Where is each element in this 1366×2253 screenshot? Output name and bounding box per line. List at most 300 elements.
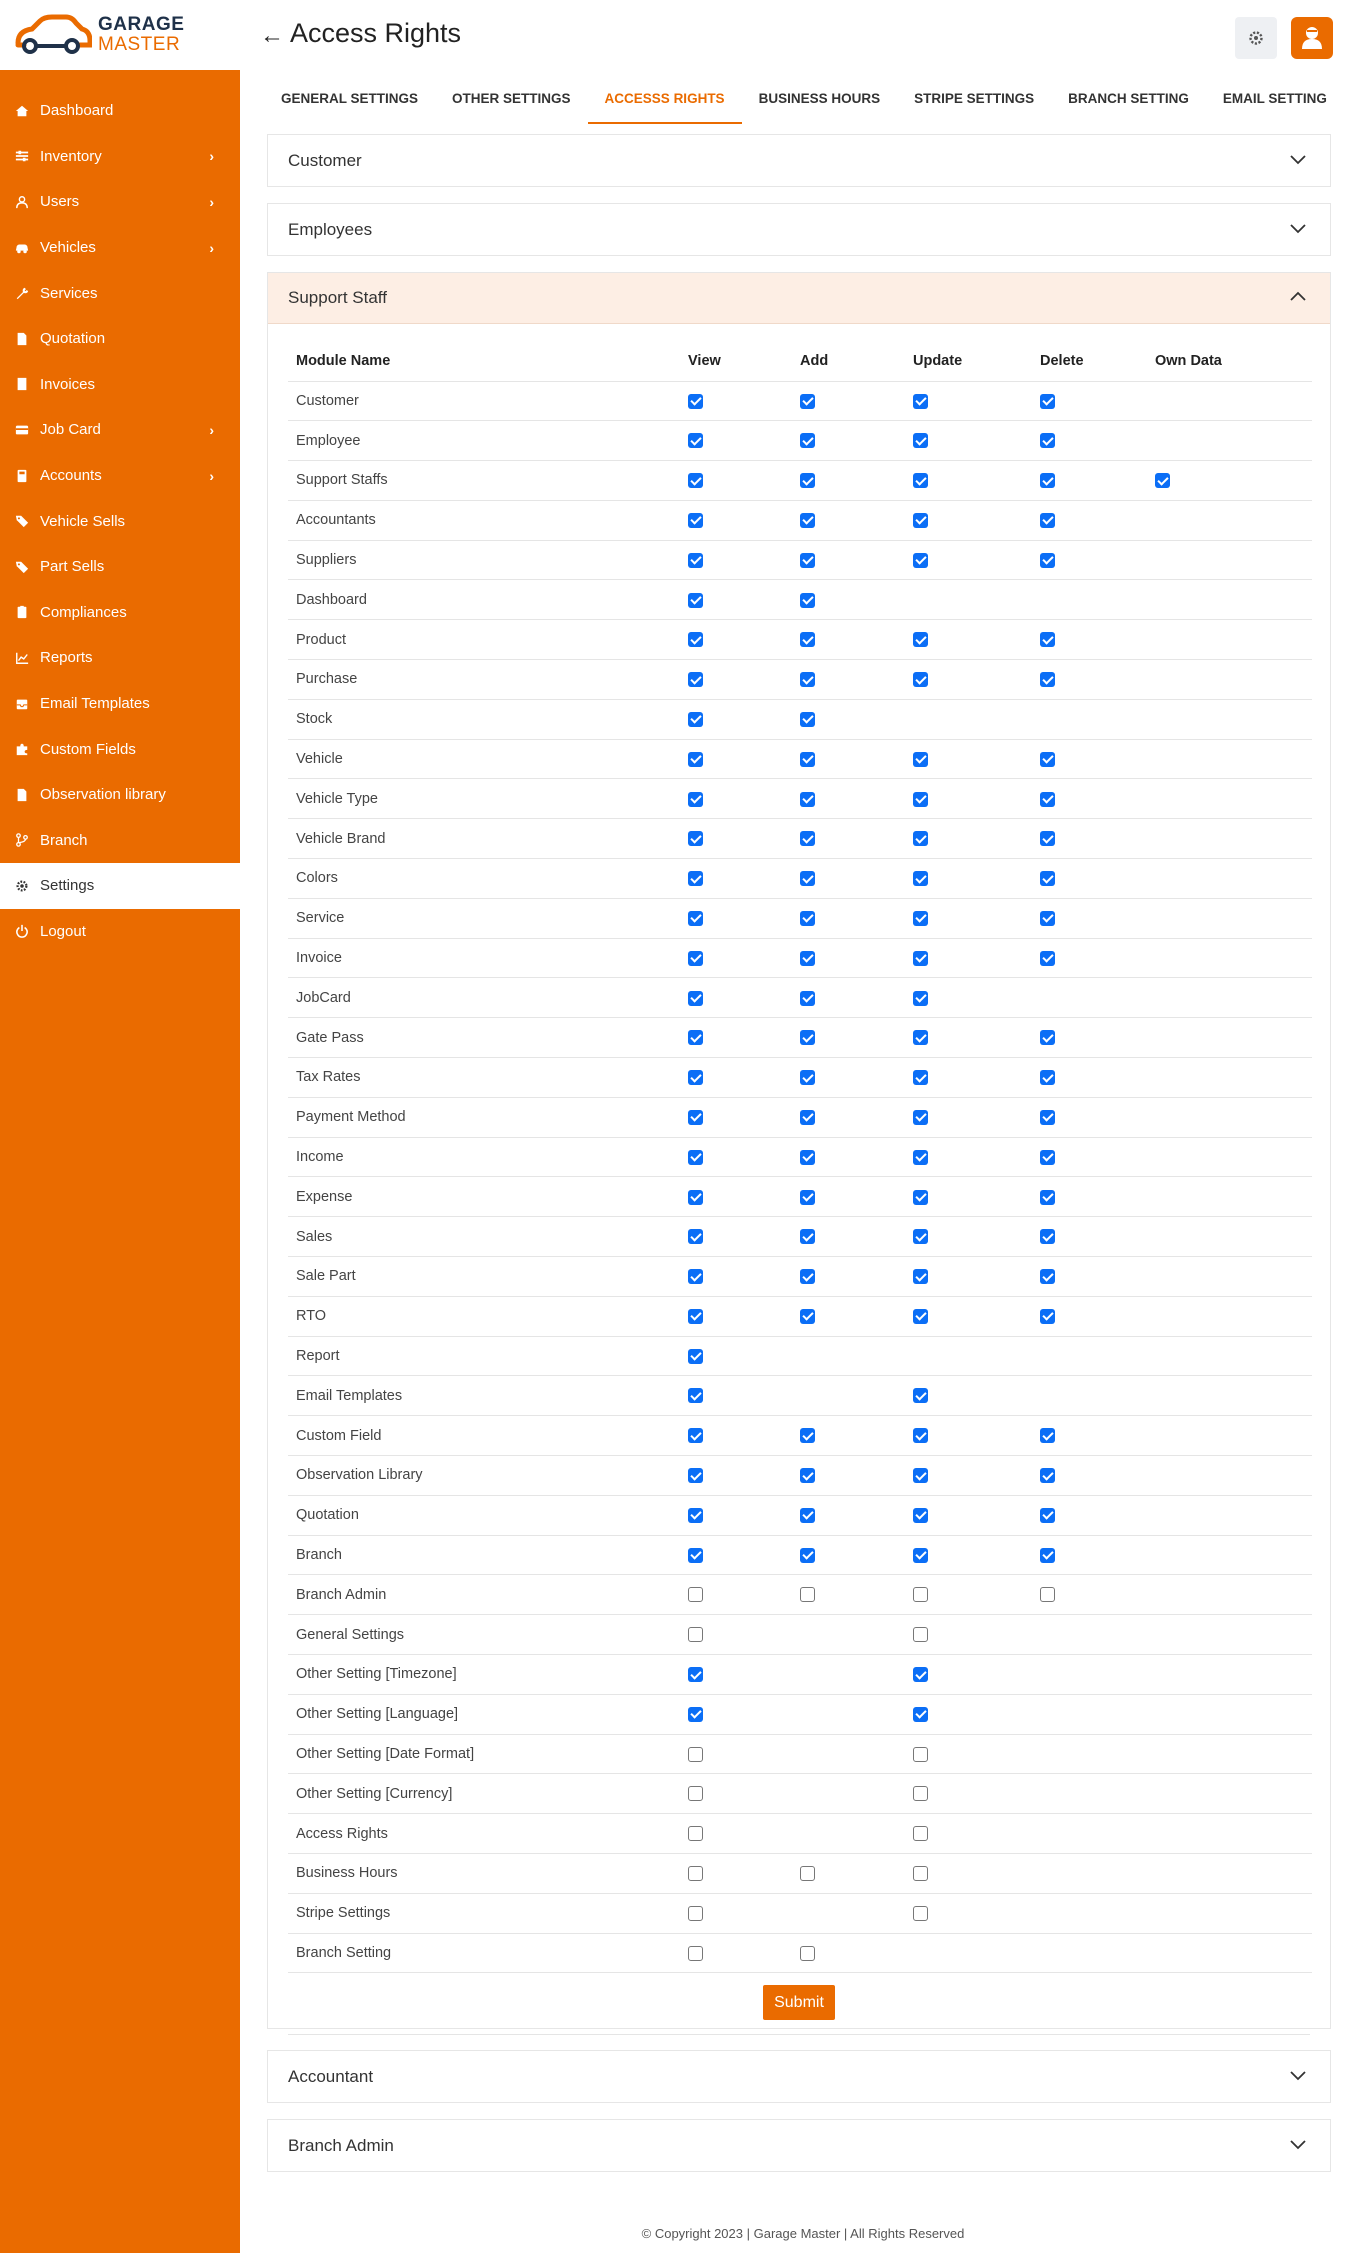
delete-checkbox[interactable] — [1040, 632, 1055, 647]
add-checkbox[interactable] — [800, 1946, 815, 1961]
delete-checkbox[interactable] — [1040, 792, 1055, 807]
view-checkbox[interactable] — [688, 1667, 703, 1682]
view-checkbox[interactable] — [688, 1747, 703, 1762]
cell-add — [792, 859, 905, 899]
add-checkbox[interactable] — [800, 712, 815, 727]
accordion-customer-header[interactable] — [268, 135, 1330, 186]
sidebar-item-accounts[interactable] — [0, 453, 240, 499]
view-checkbox[interactable] — [688, 672, 703, 687]
view-checkbox[interactable] — [688, 1070, 703, 1085]
view-checkbox[interactable] — [688, 712, 703, 727]
table-row — [288, 779, 1312, 819]
cell-view — [680, 1615, 792, 1655]
update-checkbox[interactable] — [913, 394, 928, 409]
view-checkbox[interactable] — [688, 752, 703, 767]
sidebar-item-label: Branch — [40, 831, 88, 849]
cell-update — [905, 898, 1032, 938]
sidebar-item-vehicle-sells[interactable] — [0, 498, 240, 544]
cell-delete — [1032, 500, 1147, 540]
cell-view — [680, 1257, 792, 1297]
add-checkbox[interactable] — [800, 1190, 815, 1205]
update-checkbox[interactable] — [913, 1150, 928, 1165]
update-checkbox[interactable] — [913, 991, 928, 1006]
sidebar-item-job-card[interactable] — [0, 407, 240, 453]
cell-own-data — [1147, 978, 1312, 1018]
add-checkbox[interactable] — [800, 752, 815, 767]
table-row — [288, 500, 1312, 540]
cell-own-data — [1147, 1814, 1312, 1854]
module-name: Other Setting [Language] — [288, 1694, 680, 1734]
tab-email-setting[interactable]: EMAIL SETTING — [1222, 91, 1327, 106]
cell-view — [680, 381, 792, 421]
module-name: Income — [288, 1137, 680, 1177]
cell-update — [905, 381, 1032, 421]
sidebar-item-custom-fields[interactable] — [0, 726, 240, 772]
accordion-accountant-header[interactable] — [268, 2051, 1330, 2102]
brand-line2: MASTER — [98, 34, 181, 55]
add-checkbox[interactable] — [800, 871, 815, 886]
settings-tabs — [264, 84, 1344, 124]
sidebar-item-users[interactable] — [0, 179, 240, 225]
table-row — [288, 1615, 1312, 1655]
module-name: Product — [288, 620, 680, 660]
delete-checkbox[interactable] — [1040, 1070, 1055, 1085]
add-checkbox[interactable] — [800, 1508, 815, 1523]
tab-business-hours[interactable]: BUSINESS HOURS — [758, 91, 881, 106]
update-checkbox[interactable] — [913, 1468, 928, 1483]
table-row — [288, 1416, 1312, 1456]
module-name: Expense — [288, 1177, 680, 1217]
avatar-icon — [1300, 25, 1324, 51]
accordion-title: Branch Admin — [288, 2135, 394, 2155]
cell-view — [680, 1137, 792, 1177]
update-checkbox[interactable] — [913, 1190, 928, 1205]
add-checkbox[interactable] — [800, 672, 815, 687]
cell-delete — [1032, 461, 1147, 501]
view-checkbox[interactable] — [688, 394, 703, 409]
cell-view — [680, 1217, 792, 1257]
cell-add — [792, 1575, 905, 1615]
cell-update — [905, 1177, 1032, 1217]
delete-checkbox[interactable] — [1040, 951, 1055, 966]
update-checkbox[interactable] — [913, 1070, 928, 1085]
sidebar-item-dashboard[interactable] — [0, 88, 240, 134]
view-checkbox[interactable] — [688, 911, 703, 926]
view-checkbox[interactable] — [688, 1707, 703, 1722]
gear-icon — [14, 878, 30, 894]
delete-checkbox[interactable] — [1040, 1190, 1055, 1205]
cell-delete — [1032, 779, 1147, 819]
update-checkbox[interactable] — [913, 1627, 928, 1642]
add-checkbox[interactable] — [800, 553, 815, 568]
add-checkbox[interactable] — [800, 1110, 815, 1125]
update-checkbox[interactable] — [913, 831, 928, 846]
cell-view — [680, 421, 792, 461]
update-checkbox[interactable] — [913, 911, 928, 926]
cell-delete — [1032, 1655, 1147, 1695]
cell-own-data — [1147, 1615, 1312, 1655]
view-checkbox[interactable] — [688, 1587, 703, 1602]
update-checkbox[interactable] — [913, 1508, 928, 1523]
table-row — [288, 1655, 1312, 1695]
add-checkbox[interactable] — [800, 911, 815, 926]
sidebar-item-observation-library[interactable] — [0, 772, 240, 818]
table-row — [288, 620, 1312, 660]
cell-own-data — [1147, 739, 1312, 779]
accordion-accountant — [267, 2050, 1331, 2103]
sidebar-item-services[interactable] — [0, 270, 240, 316]
cell-own-data — [1147, 381, 1312, 421]
cell-delete — [1032, 898, 1147, 938]
delete-checkbox[interactable] — [1040, 1150, 1055, 1165]
add-checkbox[interactable] — [800, 1428, 815, 1443]
delete-checkbox[interactable] — [1040, 513, 1055, 528]
sidebar-item-label: Quotation — [40, 330, 106, 348]
view-checkbox[interactable] — [688, 1786, 703, 1801]
cell-view — [680, 540, 792, 580]
cell-own-data — [1147, 1495, 1312, 1535]
mail-icon — [14, 696, 30, 712]
update-checkbox[interactable] — [913, 1826, 928, 1841]
sidebar-item-label: Logout — [40, 922, 86, 940]
accordion-branch-admin-header[interactable] — [268, 2120, 1330, 2171]
module-name: Dashboard — [288, 580, 680, 620]
add-checkbox[interactable] — [800, 1468, 815, 1483]
update-checkbox[interactable] — [913, 433, 928, 448]
view-checkbox[interactable] — [688, 1150, 703, 1165]
add-checkbox[interactable] — [800, 951, 815, 966]
sidebar-item-label: Inventory — [40, 147, 102, 165]
cell-delete — [1032, 1774, 1147, 1814]
tab-accesss-rights[interactable]: ACCESSS RIGHTS — [588, 84, 742, 124]
accordion-employees — [267, 203, 1331, 256]
sidebar-item-quotation[interactable] — [0, 316, 240, 362]
update-checkbox[interactable] — [913, 1428, 928, 1443]
sidebar-item-logout[interactable] — [0, 909, 240, 955]
cell-update — [905, 500, 1032, 540]
own-data-checkbox[interactable] — [1155, 473, 1170, 488]
update-checkbox[interactable] — [913, 1747, 928, 1762]
add-checkbox[interactable] — [800, 1548, 815, 1563]
cell-own-data — [1147, 540, 1312, 580]
view-checkbox[interactable] — [688, 513, 703, 528]
sidebar-item-inventory[interactable] — [0, 134, 240, 180]
update-checkbox[interactable] — [913, 1587, 928, 1602]
view-checkbox[interactable] — [688, 1866, 703, 1881]
add-checkbox[interactable] — [800, 473, 815, 488]
branch-icon — [14, 832, 30, 848]
cell-update — [905, 1257, 1032, 1297]
module-name: Support Staffs — [288, 461, 680, 501]
cell-update — [905, 1097, 1032, 1137]
add-checkbox[interactable] — [800, 394, 815, 409]
col-update: Update — [905, 342, 1032, 381]
chart-icon — [14, 650, 30, 666]
cell-add — [792, 461, 905, 501]
cell-delete — [1032, 1058, 1147, 1098]
update-checkbox[interactable] — [913, 792, 928, 807]
delete-checkbox[interactable] — [1040, 553, 1055, 568]
view-checkbox[interactable] — [688, 951, 703, 966]
delete-checkbox[interactable] — [1040, 1269, 1055, 1284]
view-checkbox[interactable] — [688, 1309, 703, 1324]
add-checkbox[interactable] — [800, 1030, 815, 1045]
accordion-employees-header[interactable] — [268, 204, 1330, 255]
delete-checkbox[interactable] — [1040, 1030, 1055, 1045]
cell-view — [680, 1655, 792, 1695]
module-name: Branch Admin — [288, 1575, 680, 1615]
cell-add — [792, 898, 905, 938]
update-checkbox[interactable] — [913, 871, 928, 886]
cell-view — [680, 580, 792, 620]
update-checkbox[interactable] — [913, 1229, 928, 1244]
delete-checkbox[interactable] — [1040, 1110, 1055, 1125]
add-checkbox[interactable] — [800, 1070, 815, 1085]
view-checkbox[interactable] — [688, 871, 703, 886]
view-checkbox[interactable] — [688, 1548, 703, 1563]
update-checkbox[interactable] — [913, 1667, 928, 1682]
view-checkbox[interactable] — [688, 1627, 703, 1642]
delete-checkbox[interactable] — [1040, 1587, 1055, 1602]
cell-own-data — [1147, 1177, 1312, 1217]
add-checkbox[interactable] — [800, 1866, 815, 1881]
delete-checkbox[interactable] — [1040, 1428, 1055, 1443]
update-checkbox[interactable] — [913, 473, 928, 488]
tab-other-settings[interactable]: OTHER SETTINGS — [452, 91, 571, 106]
cell-add — [792, 699, 905, 739]
view-checkbox[interactable] — [688, 1508, 703, 1523]
update-checkbox[interactable] — [913, 1309, 928, 1324]
cell-view — [680, 779, 792, 819]
cell-view — [680, 1774, 792, 1814]
cell-own-data — [1147, 1456, 1312, 1496]
view-checkbox[interactable] — [688, 1388, 703, 1403]
cell-delete — [1032, 1535, 1147, 1575]
cell-update — [905, 1137, 1032, 1177]
add-checkbox[interactable] — [800, 1150, 815, 1165]
cell-update — [905, 1893, 1032, 1933]
cell-view — [680, 1018, 792, 1058]
delete-checkbox[interactable] — [1040, 433, 1055, 448]
view-checkbox[interactable] — [688, 553, 703, 568]
cell-add — [792, 978, 905, 1018]
delete-checkbox[interactable] — [1040, 1309, 1055, 1324]
chevron-right-icon: › — [209, 193, 214, 210]
cell-delete — [1032, 1376, 1147, 1416]
cell-view — [680, 1456, 792, 1496]
view-checkbox[interactable] — [688, 593, 703, 608]
add-checkbox[interactable] — [800, 1229, 815, 1244]
accordion-support-staff — [267, 272, 1331, 2029]
accordion-title: Customer — [288, 150, 362, 170]
add-checkbox[interactable] — [800, 632, 815, 647]
delete-checkbox[interactable] — [1040, 473, 1055, 488]
delete-checkbox[interactable] — [1040, 1229, 1055, 1244]
view-checkbox[interactable] — [688, 1946, 703, 1961]
tab-general-settings[interactable]: GENERAL SETTINGS — [281, 91, 419, 106]
sidebar-nav — [0, 88, 240, 954]
module-name: Report — [288, 1336, 680, 1376]
view-checkbox[interactable] — [688, 991, 703, 1006]
back-arrow-icon[interactable]: ← — [260, 22, 284, 49]
view-checkbox[interactable] — [688, 473, 703, 488]
delete-checkbox[interactable] — [1040, 752, 1055, 767]
cell-update — [905, 1217, 1032, 1257]
settings-button[interactable] — [1235, 17, 1277, 59]
cell-add — [792, 1495, 905, 1535]
update-checkbox[interactable] — [913, 1786, 928, 1801]
cell-delete — [1032, 580, 1147, 620]
delete-checkbox[interactable] — [1040, 831, 1055, 846]
cell-delete — [1032, 699, 1147, 739]
update-checkbox[interactable] — [913, 513, 928, 528]
table-row — [288, 1296, 1312, 1336]
delete-checkbox[interactable] — [1040, 1508, 1055, 1523]
cell-update — [905, 779, 1032, 819]
sidebar-item-part-sells[interactable] — [0, 544, 240, 590]
logo[interactable] — [0, 0, 240, 70]
add-checkbox[interactable] — [800, 1587, 815, 1602]
cell-view — [680, 1097, 792, 1137]
delete-checkbox[interactable] — [1040, 672, 1055, 687]
sidebar-item-settings[interactable] — [0, 863, 240, 909]
accordion-support-staff-header[interactable] — [268, 273, 1330, 324]
card-icon — [14, 422, 30, 438]
module-name: Business Hours — [288, 1853, 680, 1893]
submit-button[interactable]: Submit — [763, 1985, 835, 2020]
view-checkbox[interactable] — [688, 831, 703, 846]
view-checkbox[interactable] — [688, 1428, 703, 1443]
sidebar-item-label: Vehicles — [40, 239, 96, 257]
module-name: RTO — [288, 1296, 680, 1336]
sidebar-item-email-templates[interactable] — [0, 681, 240, 727]
cell-delete — [1032, 1137, 1147, 1177]
add-checkbox[interactable] — [800, 792, 815, 807]
cell-update — [905, 1694, 1032, 1734]
cell-own-data — [1147, 898, 1312, 938]
add-checkbox[interactable] — [800, 593, 815, 608]
add-checkbox[interactable] — [800, 991, 815, 1006]
cell-own-data — [1147, 859, 1312, 899]
user-avatar-button[interactable] — [1291, 17, 1333, 59]
delete-checkbox[interactable] — [1040, 1548, 1055, 1563]
cell-update — [905, 1296, 1032, 1336]
cell-add — [792, 1018, 905, 1058]
tab-stripe-settings[interactable]: STRIPE SETTINGS — [914, 91, 1035, 106]
sidebar-item-invoices[interactable] — [0, 362, 240, 408]
add-checkbox[interactable] — [800, 1309, 815, 1324]
update-checkbox[interactable] — [913, 1110, 928, 1125]
table-row — [288, 1853, 1312, 1893]
puzzle-icon — [14, 741, 30, 757]
delete-checkbox[interactable] — [1040, 911, 1055, 926]
view-checkbox[interactable] — [688, 1269, 703, 1284]
cell-own-data — [1147, 1853, 1312, 1893]
cell-delete — [1032, 1217, 1147, 1257]
sidebar-item-reports[interactable] — [0, 635, 240, 681]
view-checkbox[interactable] — [688, 1349, 703, 1364]
delete-checkbox[interactable] — [1040, 394, 1055, 409]
cell-update — [905, 421, 1032, 461]
add-checkbox[interactable] — [800, 831, 815, 846]
cell-view — [680, 620, 792, 660]
update-checkbox[interactable] — [913, 1866, 928, 1881]
update-checkbox[interactable] — [913, 553, 928, 568]
cell-view — [680, 1853, 792, 1893]
cell-add — [792, 1615, 905, 1655]
table-row — [288, 1177, 1312, 1217]
module-name: Other Setting [Timezone] — [288, 1655, 680, 1695]
update-checkbox[interactable] — [913, 672, 928, 687]
tab-branch-setting[interactable]: BRANCH SETTING — [1068, 91, 1189, 106]
update-checkbox[interactable] — [913, 1030, 928, 1045]
update-checkbox[interactable] — [913, 1707, 928, 1722]
view-checkbox[interactable] — [688, 632, 703, 647]
delete-checkbox[interactable] — [1040, 1468, 1055, 1483]
accordion-title: Support Staff — [288, 288, 387, 307]
cell-own-data — [1147, 779, 1312, 819]
update-checkbox[interactable] — [913, 1388, 928, 1403]
sidebar-item-label: Reports — [40, 649, 93, 667]
view-checkbox[interactable] — [688, 1110, 703, 1125]
add-checkbox[interactable] — [800, 433, 815, 448]
cell-delete — [1032, 1456, 1147, 1496]
update-checkbox[interactable] — [913, 632, 928, 647]
table-row — [288, 1376, 1312, 1416]
cell-add — [792, 1933, 905, 1973]
col-view: View — [680, 342, 792, 381]
view-checkbox[interactable] — [688, 1229, 703, 1244]
view-checkbox[interactable] — [688, 1030, 703, 1045]
cell-update — [905, 1018, 1032, 1058]
module-name: Gate Pass — [288, 1018, 680, 1058]
view-checkbox[interactable] — [688, 1190, 703, 1205]
sidebar-item-branch[interactable] — [0, 818, 240, 864]
update-checkbox[interactable] — [913, 1906, 928, 1921]
cell-delete — [1032, 938, 1147, 978]
cell-add — [792, 1774, 905, 1814]
view-checkbox[interactable] — [688, 1468, 703, 1483]
update-checkbox[interactable] — [913, 1548, 928, 1563]
sidebar-item-vehicles[interactable] — [0, 225, 240, 271]
add-checkbox[interactable] — [800, 513, 815, 528]
view-checkbox[interactable] — [688, 433, 703, 448]
accordion-title: Accountant — [288, 2066, 374, 2086]
cell-add — [792, 1137, 905, 1177]
view-checkbox[interactable] — [688, 1826, 703, 1841]
cell-delete — [1032, 859, 1147, 899]
view-checkbox[interactable] — [688, 1906, 703, 1921]
update-checkbox[interactable] — [913, 951, 928, 966]
cell-delete — [1032, 381, 1147, 421]
cell-delete — [1032, 660, 1147, 700]
module-name: Accountants — [288, 500, 680, 540]
update-checkbox[interactable] — [913, 1269, 928, 1284]
update-checkbox[interactable] — [913, 752, 928, 767]
add-checkbox[interactable] — [800, 1269, 815, 1284]
cell-add — [792, 540, 905, 580]
delete-checkbox[interactable] — [1040, 871, 1055, 886]
home-icon — [14, 103, 30, 119]
view-checkbox[interactable] — [688, 792, 703, 807]
clipboard-icon — [14, 604, 30, 620]
chevron-down-icon — [1288, 2134, 1308, 2154]
cell-own-data — [1147, 1535, 1312, 1575]
sidebar-item-compliances[interactable] — [0, 590, 240, 636]
module-name: Vehicle Type — [288, 779, 680, 819]
table-row — [288, 1456, 1312, 1496]
cell-update — [905, 859, 1032, 899]
